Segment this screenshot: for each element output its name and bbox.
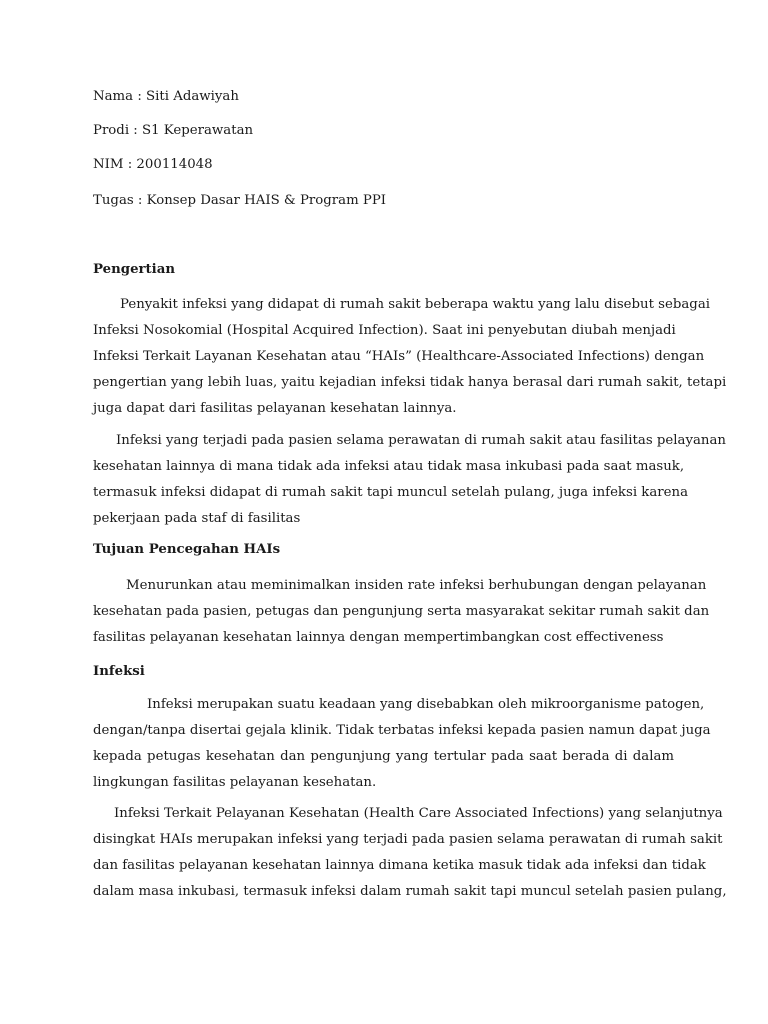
paragraph-line: dalam masa inkubasi, termasuk infeksi dalam rumah sakit tapi muncul setelah pasien pulang, xyxy=(93,884,727,899)
paragraph-pengertian-2 xyxy=(93,433,726,537)
paragraph-infeksi-1 xyxy=(93,697,711,801)
paragraph-line: Infeksi merupakan suatu keadaan yang disebabkan oleh mikroorganisme patogen, xyxy=(147,697,705,712)
section-heading-tujuan: Tujuan Pencegahan HAIs xyxy=(93,542,281,557)
paragraph-line: pekerjaan pada staf di fasilitas xyxy=(93,511,301,526)
paragraph-line: juga dapat dari fasilitas pelayanan kesehatan lainnya. xyxy=(93,401,457,416)
paragraph-line: dengan/tanpa disertai gejala klinik. Tidak terbatas infeksi kepada pasien namun dapat juga xyxy=(93,723,711,738)
paragraph-line: dan fasilitas pelayanan kesehatan lainnya dimana ketika masuk tidak ada infeksi dan tidak xyxy=(93,858,706,873)
student-id: NIM : 200114048 xyxy=(93,157,213,172)
paragraph-infeksi-2 xyxy=(93,806,727,910)
paragraph-line: disingkat HAIs merupakan infeksi yang terjadi pada pasien selama perawatan di rumah sakit xyxy=(93,832,723,847)
paragraph-line: fasilitas pelayanan kesehatan lainnya dengan mempertimbangkan cost effectiveness xyxy=(93,630,664,645)
paragraph-line: Infeksi Nosokomial (Hospital Acquired Infection). Saat ini penyebutan diubah menjadi xyxy=(93,323,676,338)
study-program: Prodi : S1 Keperawatan xyxy=(93,123,254,138)
paragraph-line: kepada petugas kesehatan dan pengunjung yang tertular pada saat berada di dalam xyxy=(93,749,674,764)
paragraph-line: kesehatan lainnya di mana tidak ada infeksi atau tidak masa inkubasi pada saat masuk, xyxy=(93,459,685,474)
section-heading-pengertian: Pengertian xyxy=(93,262,176,277)
paragraph-line: pengertian yang lebih luas, yaitu kejadian infeksi tidak hanya berasal dari rumah sakit, tetapi xyxy=(93,375,727,390)
paragraph-line: Infeksi Terkait Layanan Kesehatan atau “HAIs” (Healthcare-Associated Infections) dengan xyxy=(93,349,705,364)
paragraph-pengertian-1 xyxy=(93,297,727,427)
paragraph-line: kesehatan pada pasien, petugas dan pengunjung serta masyarakat sekitar rumah sakit dan xyxy=(93,604,710,619)
paragraph-line: Infeksi yang terjadi pada pasien selama perawatan di rumah sakit atau fasilitas pelayanan xyxy=(116,433,726,448)
student-name: Nama : Siti Adawiyah xyxy=(93,89,239,104)
paragraph-tujuan-1 xyxy=(93,578,710,656)
paragraph-line: Menurunkan atau meminimalkan insiden rate infeksi berhubungan dengan pelayanan xyxy=(126,578,707,593)
paragraph-line: lingkungan fasilitas pelayanan kesehatan. xyxy=(93,775,377,790)
section-heading-infeksi: Infeksi xyxy=(93,664,145,679)
paragraph-line: termasuk infeksi didapat di rumah sakit tapi muncul setelah pulang, juga infeksi karena xyxy=(93,485,688,500)
paragraph-line: Penyakit infeksi yang didapat di rumah sakit beberapa waktu yang lalu disebut sebagai xyxy=(120,297,710,312)
assignment-title: Tugas : Konsep Dasar HAIS & Program PPI xyxy=(93,193,387,208)
paragraph-line: Infeksi Terkait Pelayanan Kesehatan (Health Care Associated Infections) yang selanjutnya xyxy=(114,806,723,821)
